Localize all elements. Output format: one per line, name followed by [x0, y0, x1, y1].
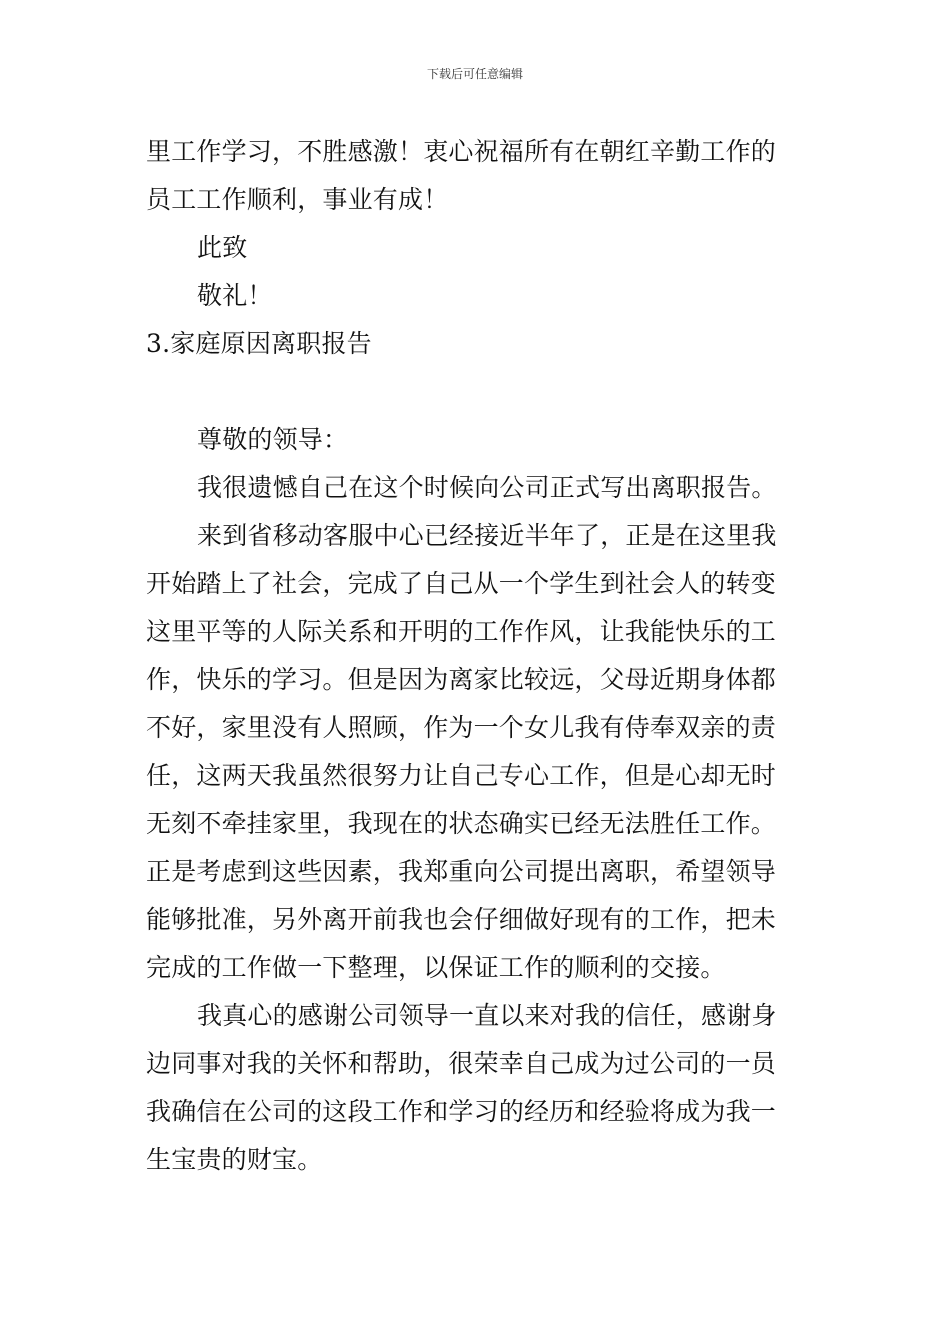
text-line: 员工工作顺利，事业有成！	[146, 185, 449, 214]
greeting-line: 尊敬的领导：	[197, 425, 349, 454]
document-body	[146, 128, 816, 1184]
paragraph-start: 来到省移动客服中心已经接近半年了，正是在这里我	[197, 521, 777, 550]
text-line: 这里平等的人际关系和开明的工作作风，让我能快乐的工	[146, 617, 777, 646]
blank-line	[146, 368, 816, 416]
salutation-line: 此致	[197, 233, 248, 262]
paragraph-start: 我很遗憾自己在这个时候向公司正式写出离职报告。	[197, 473, 777, 502]
text-line: 我确信在公司的这段工作和学习的经历和经验将成为我一	[146, 1097, 777, 1126]
text-line: 能够批准，另外离开前我也会仔细做好现有的工作，把未	[146, 905, 777, 934]
page-header: 下载后可任意编辑	[426, 67, 523, 81]
section-heading: 3.家庭原因离职报告	[146, 329, 372, 358]
text-line: 作，快乐的学习。但是因为离家比较远，父母近期身体都	[146, 665, 777, 694]
text-line: 边同事对我的关怀和帮助，很荣幸自己成为过公司的一员	[146, 1049, 777, 1078]
text-line: 开始踏上了社会，完成了自己从一个学生到社会人的转变	[146, 569, 777, 598]
closing-line: 敬礼！	[197, 281, 273, 310]
paragraph-start: 我真心的感谢公司领导一直以来对我的信任，感谢身	[197, 1001, 777, 1030]
text-line: 里工作学习，不胜感激！衷心祝福所有在朝红辛勤工作的	[146, 137, 777, 166]
text-line: 正是考虑到这些因素，我郑重向公司提出离职，希望领导	[146, 857, 777, 886]
text-line: 无刻不牵挂家里，我现在的状态确实已经无法胜任工作。	[146, 809, 777, 838]
text-line: 生宝贵的财宝。	[146, 1145, 323, 1174]
text-line: 不好，家里没有人照顾，作为一个女儿我有侍奉双亲的责	[146, 713, 777, 742]
text-line: 完成的工作做一下整理，以保证工作的顺利的交接。	[146, 953, 726, 982]
text-line: 任，这两天我虽然很努力让自己专心工作，但是心却无时	[146, 761, 777, 790]
